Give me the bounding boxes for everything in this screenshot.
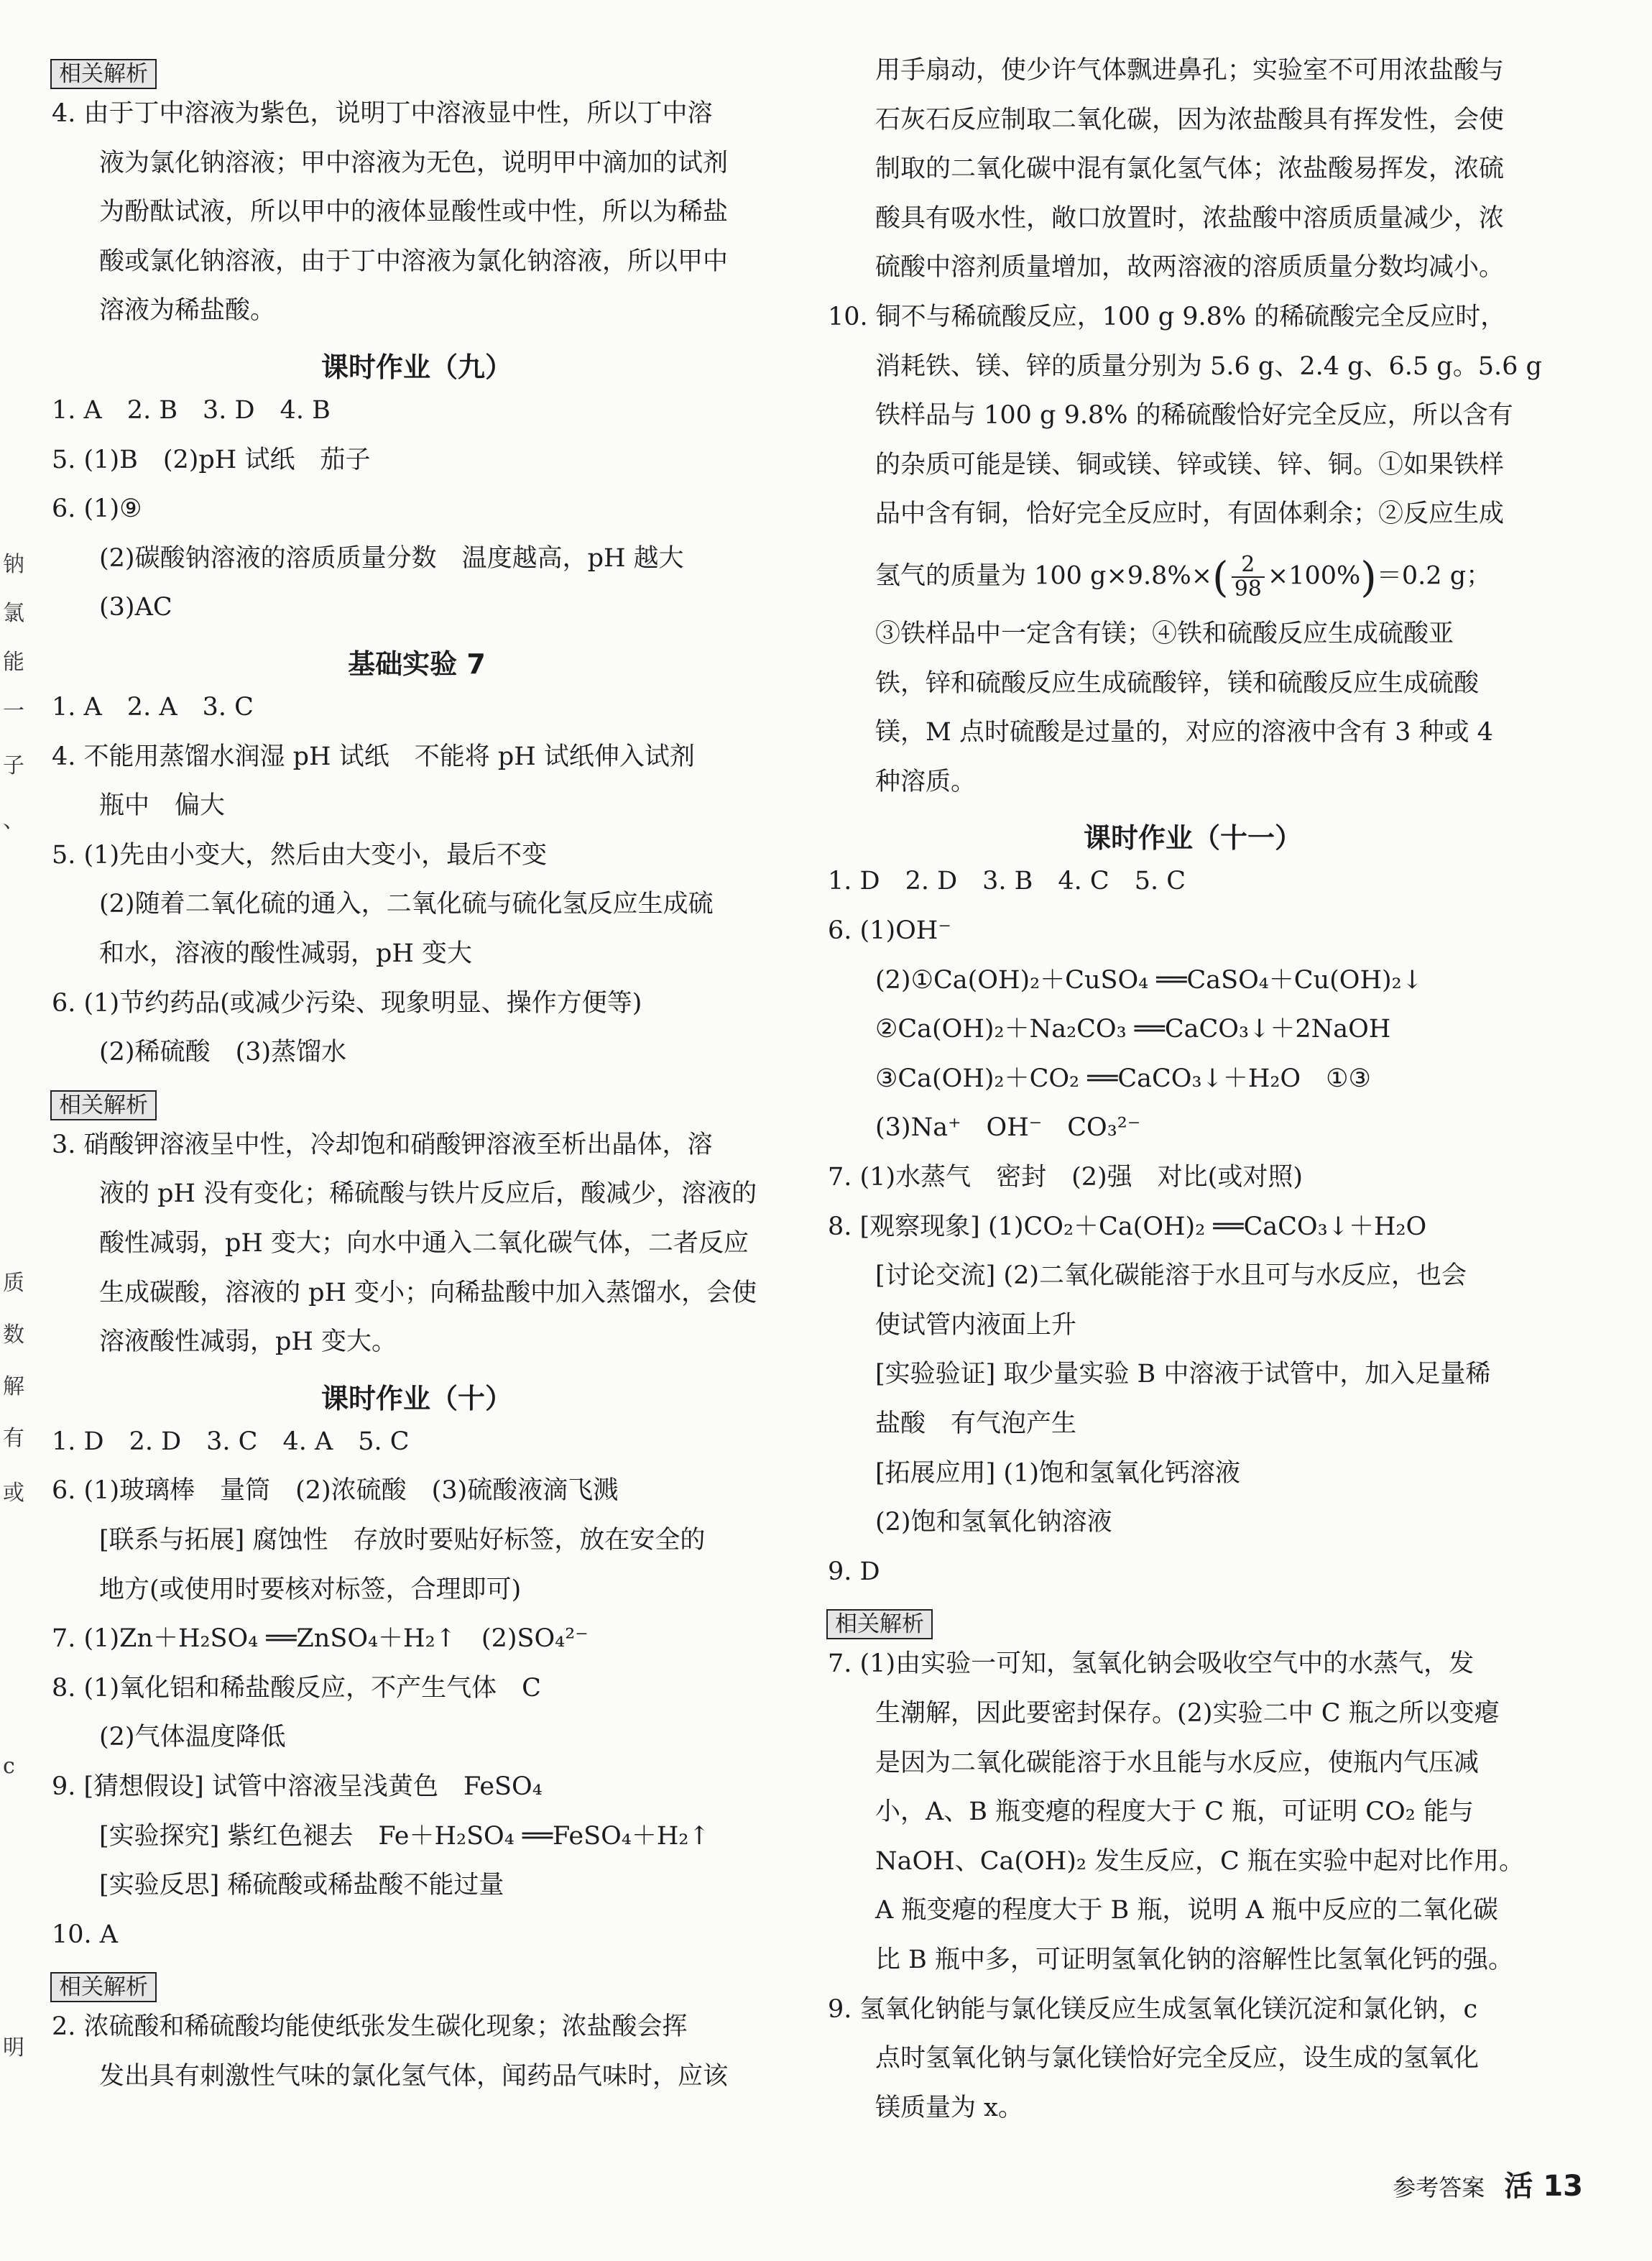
related-analysis-tag: 相关解析 [50,1972,157,2002]
text-line: 铁，锌和硫酸反应生成硫酸锌，镁和硫酸反应生成硫酸 [875,668,1480,698]
text-line: [拓展应用] (1)饱和氢氧化钙溶液 [875,1458,1241,1488]
answer-item: 5. (1)先由小变大，然后由大变小，最后不变 [52,840,548,870]
text-line: 为酚酞试液，所以甲中的液体显酸性或中性，所以为稀盐 [99,198,729,227]
text-line: (2)饱和氢氧化钠溶液 [875,1508,1112,1537]
text-line: 品中含有铜，恰好完全反应时，有固体剩余；②反应生成 [875,499,1505,529]
text-line: ③Ca(OH)₂＋CO₂ ══CaCO₃↓＋H₂O ①③ [875,1064,1371,1093]
page-footer [1393,2163,1583,2204]
section-heading: 基础实验 7 [348,648,486,680]
answer-item: 4. 不能用蒸馏水润湿 pH 试纸 不能将 pH 试纸伸入试剂 [52,742,695,771]
text-line: 石灰石反应制取二氧化碳，因为浓盐酸具有挥发性，会使 [875,105,1505,134]
text-line: 瓶中 偏大 [99,791,226,821]
text-line: 生成碳酸，溶液的 pH 变小；向稀盐酸中加入蒸馏水，会使 [99,1278,757,1307]
answer-item: 7. (1)由实验一可知，氢氧化钠会吸收空气中的水蒸气，发 [828,1649,1475,1679]
answer-item: 6. (1)OH⁻ [828,916,951,945]
edge-fragment: 解 [3,1374,24,1399]
text-line: 酸具有吸水性，敞口放置时，浓盐酸中溶质质量减少，浓 [875,203,1505,233]
text-line: 地方(或使用时要核对标签，合理即可) [99,1575,522,1604]
edge-fragment: 能 [3,650,24,675]
text-line: 种溶质。 [875,767,977,796]
formula-suffix: ＝0.2 g； [1376,561,1492,591]
text-line: 液的 pH 没有变化；稀硫酸与铁片反应后，酸减少，溶液的 [99,1179,757,1209]
text-line: 盐酸 有气泡产生 [875,1409,1077,1438]
footer-label: 参考答案 [1393,2174,1485,2201]
formula-middle: ×100% [1267,561,1361,591]
answer-item: 4. 由于丁中溶液为紫色，说明丁中溶液显中性，所以丁中溶 [52,99,713,128]
text-line: 和水，溶液的酸性减弱，pH 变大 [99,939,473,968]
edge-fragment: 质 [3,1271,24,1296]
text-line: [实验验证] 取少量实验 B 中溶液于试管中，加入足量稀 [875,1360,1491,1389]
text-line: (2)气体温度降低 [99,1723,286,1752]
answer-item: 9. [猜想假设] 试管中溶液呈浅黄色 FeSO₄ [52,1772,543,1801]
answer-item: 10. A [52,1920,119,1949]
answer-item: 6. (1)节约药品(或减少污染、现象明显、操作方便等) [52,988,642,1018]
edge-fragment: 子 [3,753,24,778]
fraction-numerator: 2 [1232,553,1265,578]
text-line: (2)随着二氧化硫的通入，二氧化硫与硫化氢反应生成硫 [99,890,714,919]
text-line: (3)Na⁺ OH⁻ CO₃²⁻ [875,1113,1141,1143]
section-heading: 课时作业（十） [320,1382,512,1414]
text-line: 溶液酸性减弱，pH 变大。 [99,1327,397,1357]
text-line: 比 B 瓶中多，可证明氢氧化钠的溶解性比氢氧化钙的强。 [875,1945,1513,1974]
text-line: [讨论交流] (2)二氧化碳能溶于水且可与水反应，也会 [875,1261,1467,1291]
answer-item: 6. (1)玻璃棒 量筒 (2)浓硫酸 (3)硫酸液滴飞溅 [52,1476,619,1506]
text-line: 制取的二氧化碳中混有氯化氢气体；浓盐酸易挥发，浓硫 [875,155,1505,184]
edge-fragment: 数 [3,1322,24,1348]
text-line: 用手扇动，使少许气体飘进鼻孔；实验室不可用浓盐酸与 [875,56,1505,85]
edge-fragment: 、 [3,808,24,833]
answer-item: 2. 浓硫酸和稀硫酸均能使纸张发生碳化现象；浓盐酸会挥 [52,2012,688,2042]
answer-item: 7. (1)Zn＋H₂SO₄ ══ZnSO₄＋H₂↑ (2)SO₄²⁻ [52,1624,589,1654]
text-line: (2)碳酸钠溶液的溶质质量分数 温度越高，pH 越大 [99,543,684,573]
text-line: NaOH、Ca(OH)₂ 发生反应，C 瓶在实验中起对比作用。 [875,1846,1524,1876]
text-line: A 瓶变瘪的程度大于 B 瓶，说明 A 瓶中反应的二氧化碳 [875,1896,1498,1925]
fraction [1232,553,1265,601]
answer-item: 10. 铜不与稀硫酸反应，100 g 9.8% 的稀硫酸完全反应时， [828,303,1506,331]
text-line: ③铁样品中一定含有镁；④铁和硫酸反应生成硫酸亚 [875,620,1454,648]
text-line: 酸或氯化钠溶液，由于丁中溶液为氯化钠溶液，所以甲中 [99,247,729,276]
related-analysis-tag: 相关解析 [826,1609,933,1639]
text-line: 生潮解，因此要密封保存。(2)实验二中 C 瓶之所以变瘪 [875,1699,1500,1728]
answer-item: 9. D [828,1557,880,1586]
text-line: 的杂质可能是镁、铜或镁、锌或镁、锌、铜。①如果铁样 [875,450,1505,479]
text-line: (2)稀硫酸 (3)蒸馏水 [99,1038,347,1067]
text-line: 发出具有刺激性气味的氯化氢气体，闻药品气味时，应该 [99,2062,729,2091]
edge-fragment: 明 [3,2035,24,2060]
answer-item: 8. [观察现象] (1)CO₂＋Ca(OH)₂ ══CaCO₃↓＋H₂O [828,1212,1427,1241]
text-line: 消耗铁、镁、锌的质量分别为 5.6 g、2.4 g、6.5 g。5.6 g [875,351,1542,381]
section-heading: 课时作业（十一） [1083,822,1302,855]
left-paren: ( [1212,553,1229,602]
text-line: [实验探究] 紫红色褪去 Fe＋H₂SO₄ ══FeSO₄＋H₂↑ [99,1821,710,1851]
text-line: 液为氯化钠溶液；甲中溶液为无色，说明甲中滴加的试剂 [99,148,729,178]
fraction-denominator: 98 [1234,576,1262,602]
section-heading: 课时作业（九） [320,351,512,383]
answer-item: 1. A 2. B 3. D 4. B [52,396,331,425]
text-line: (2)①Ca(OH)₂＋CuSO₄ ══CaSO₄＋Cu(OH)₂↓ [875,965,1423,995]
text-line: 酸性减弱，pH 变大；向水中通入二氧化碳气体，二者反应 [99,1229,749,1258]
edge-fragment: 或 [3,1481,24,1506]
text-line: 是因为二氧化碳能溶于水且能与水反应，使瓶内气压减 [875,1748,1480,1777]
text-line: 小，A、B 瓶变瘪的程度大于 C 瓶，可证明 CO₂ 能与 [875,1797,1474,1827]
answer-item: 7. (1)水蒸气 密封 (2)强 对比(或对照) [828,1163,1303,1192]
answer-item: 6. (1)⑨ [52,494,142,524]
answer-item: 1. A 2. A 3. C [52,693,254,722]
answer-item: 9. 氢氧化钠能与氯化镁反应生成氢氧化镁沉淀和氯化钠，c [828,1994,1478,2024]
edge-fragment: 有 [3,1426,24,1451]
edge-fragment: 钠 [3,552,24,577]
formula-line [875,553,1491,601]
text-line: [联系与拓展] 腐蚀性 存放时要贴好标签，放在安全的 [99,1526,706,1555]
edge-fragment: 一 [3,699,24,724]
text-line: 硫酸中溶剂质量增加，故两溶液的溶质质量分数均减小。 [875,253,1505,282]
answer-item: 3. 硝酸钾溶液呈中性，冷却饱和硝酸钾溶液至析出晶体，溶 [52,1130,713,1159]
text-line: ②Ca(OH)₂＋Na₂CO₃ ══CaCO₃↓＋2NaOH [875,1015,1391,1044]
related-analysis-tag: 相关解析 [50,1090,157,1120]
text-line: 镁质量为 x。 [875,2093,1023,2122]
text-line: [实验反思] 稀硫酸或稀盐酸不能过量 [99,1871,504,1900]
related-analysis-tag: 相关解析 [50,59,157,89]
right-paren: ) [1360,553,1377,602]
text-line: 铁样品与 100 g 9.8% 的稀硫酸恰好完全反应，所以含有 [875,401,1513,430]
text-line: (3)AC [99,593,172,622]
answer-item: 5. (1)B (2)pH 试纸 茄子 [52,445,371,474]
edge-fragment: 氯 [3,601,24,626]
text-line: 镁，M 点时硫酸是过量的，对应的溶液中含有 3 种或 4 [875,718,1493,747]
answer-item: 1. D 2. D 3. C 4. A 5. C [52,1427,410,1456]
page-number: 活 13 [1504,2170,1583,2203]
answer-item: 1. D 2. D 3. B 4. C 5. C [828,867,1186,896]
text-line: 使试管内液面上升 [875,1310,1077,1340]
answer-item: 8. (1)氧化铝和稀盐酸反应，不产生气体 C [52,1673,541,1703]
text-line: 溶液为稀盐酸。 [99,296,276,326]
formula-prefix: 氢气的质量为 100 g×9.8%× [875,561,1213,591]
edge-fragment: c [3,1754,15,1779]
text-line: 点时氢氧化钠与氯化镁恰好完全反应，设生成的氢氧化 [875,2044,1480,2073]
